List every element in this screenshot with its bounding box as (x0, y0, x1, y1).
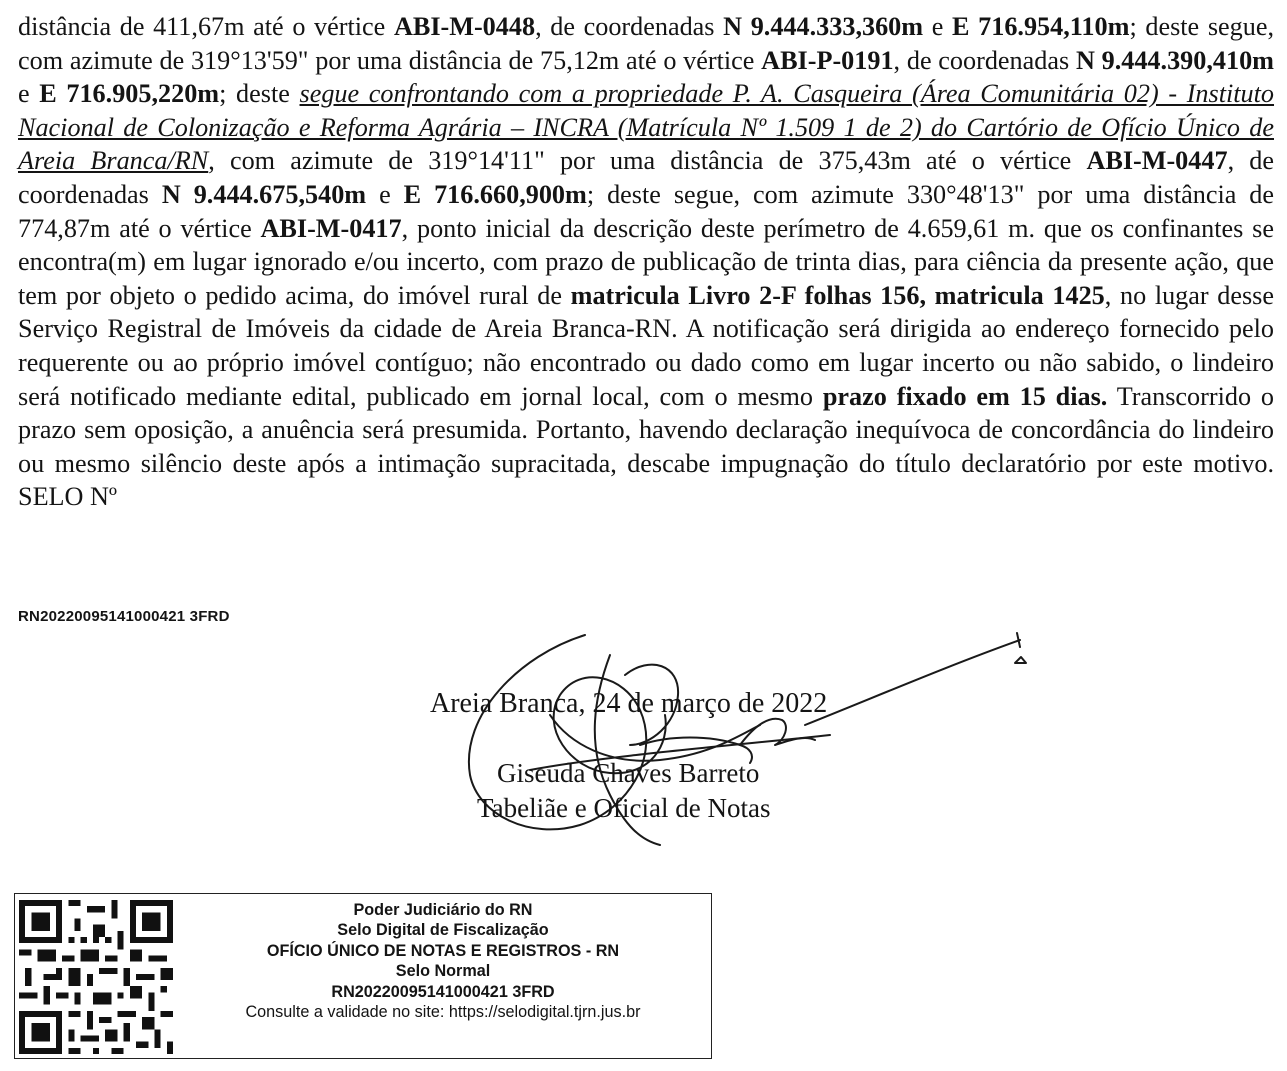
text-span: , ponto inicial da descrição deste perímetro de 4.659,61 m. que os confinantes se encontra(m) em lugar ignorado e/ou incerto, com prazo de publicação de trinta dias, para ciência da presente ação, que tem por objeto o pedido acima, do imóvel rural de (18, 213, 1274, 310)
text-span: ; deste segue, com azimute de 319°13'59" por uma distância de 75,12m até o vértice (18, 12, 1274, 75)
text-span: , de coordenadas (18, 146, 1275, 209)
seal-office-name: OFÍCIO ÚNICO DE NOTAS E REGISTROS - RN (266, 941, 620, 960)
coordinate-east: E 716.905,220m (39, 79, 220, 109)
signer-role: Tabeliãe e Oficial de Notas (477, 793, 771, 823)
text-span: , de coordenadas (535, 12, 724, 41)
seal-type: Selo Normal (395, 962, 491, 981)
handwritten-signature (410, 595, 1050, 875)
text-span: e (923, 12, 953, 41)
coordinate-north: N 9.444.675,540m (161, 179, 367, 209)
place-and-date: Areia Branca, 24 de março de 2022 (430, 688, 828, 719)
selo-code: RN20220095141000421 3FRD (18, 608, 230, 625)
text-span: , com azimute de 319°14'11" por uma distância de 375,43m até o vértice (208, 146, 1087, 176)
seal-code: RN20220095141000421 3FRD (331, 982, 555, 1001)
text-span: distância de 411,67m até o vértice (18, 12, 394, 41)
text-span: e (18, 79, 40, 109)
text-span: ; deste (219, 79, 300, 109)
text-span: , no lugar desse Serviço Registral de Imóveis da cidade de Areia Branca-RN. A notificação será dirigida ao endereço fornecido pelo requerente ou ao próprio imóvel contíguo; não encontrado ou dado como em lugar incerto ou não sabido, o lindeiro será notificado mediante edital, publicado em jornal local, com o mesmo (18, 280, 1274, 411)
signer-name: Giseuda Chaves Barreto (497, 758, 760, 788)
confrontation-clause: segue confrontando com a propriedade P. A. Casqueira (Área Comunitária 02) - Instituto Nacional de Colonização e Reforma Agrária – INCRA (Matrícula Nº 1.509 1 de 2) do Cartório de Ofício Único de Areia Branca/RN (18, 79, 1275, 176)
text-span: ; deste segue, com azimute 330°48'13" por uma distância de 774,87m até o vértice (18, 179, 1275, 243)
coordinate-east: E 716.954,110m (952, 12, 1130, 41)
document-body-paragraph (18, 10, 1274, 514)
coordinate-north: N 9.444.390,410m (1075, 45, 1274, 75)
vertex-code: ABI-P-0191 (761, 45, 894, 75)
coordinate-east: E 716.660,900m (403, 179, 587, 209)
qr-code-icon (19, 900, 173, 1054)
digital-seal-box (14, 893, 712, 1059)
seal-validation-note: Consulte a validade no site: https://selodigital.tjrn.jus.br (245, 1003, 641, 1022)
text-span: Transcorrido o prazo sem oposição, a anuência será presumida. Portanto, havendo declaração inequívoca de concordância do lindeiro ou mesmo silêncio deste após a intimação supracitada, descabe impugnação do título declaratório por este motivo. SELO Nº (18, 381, 1274, 512)
coordinate-north: N 9.444.333,360m (723, 12, 924, 41)
text-span: , de coordenadas (893, 45, 1076, 75)
deadline-notice: prazo fixado em 15 dias. (822, 381, 1108, 411)
vertex-code: ABI-M-0447 (1086, 146, 1228, 176)
vertex-code: ABI-M-0417 (260, 213, 402, 243)
registry-reference: matricula Livro 2-F folhas 156, matricula 1425 (570, 280, 1105, 310)
seal-court-name: Poder Judiciário do RN (353, 901, 533, 919)
text-span: e (366, 179, 404, 209)
vertex-code: ABI-M-0448 (393, 12, 536, 41)
seal-text-block (183, 900, 703, 1022)
seal-title: Selo Digital de Fiscalização (337, 921, 549, 940)
